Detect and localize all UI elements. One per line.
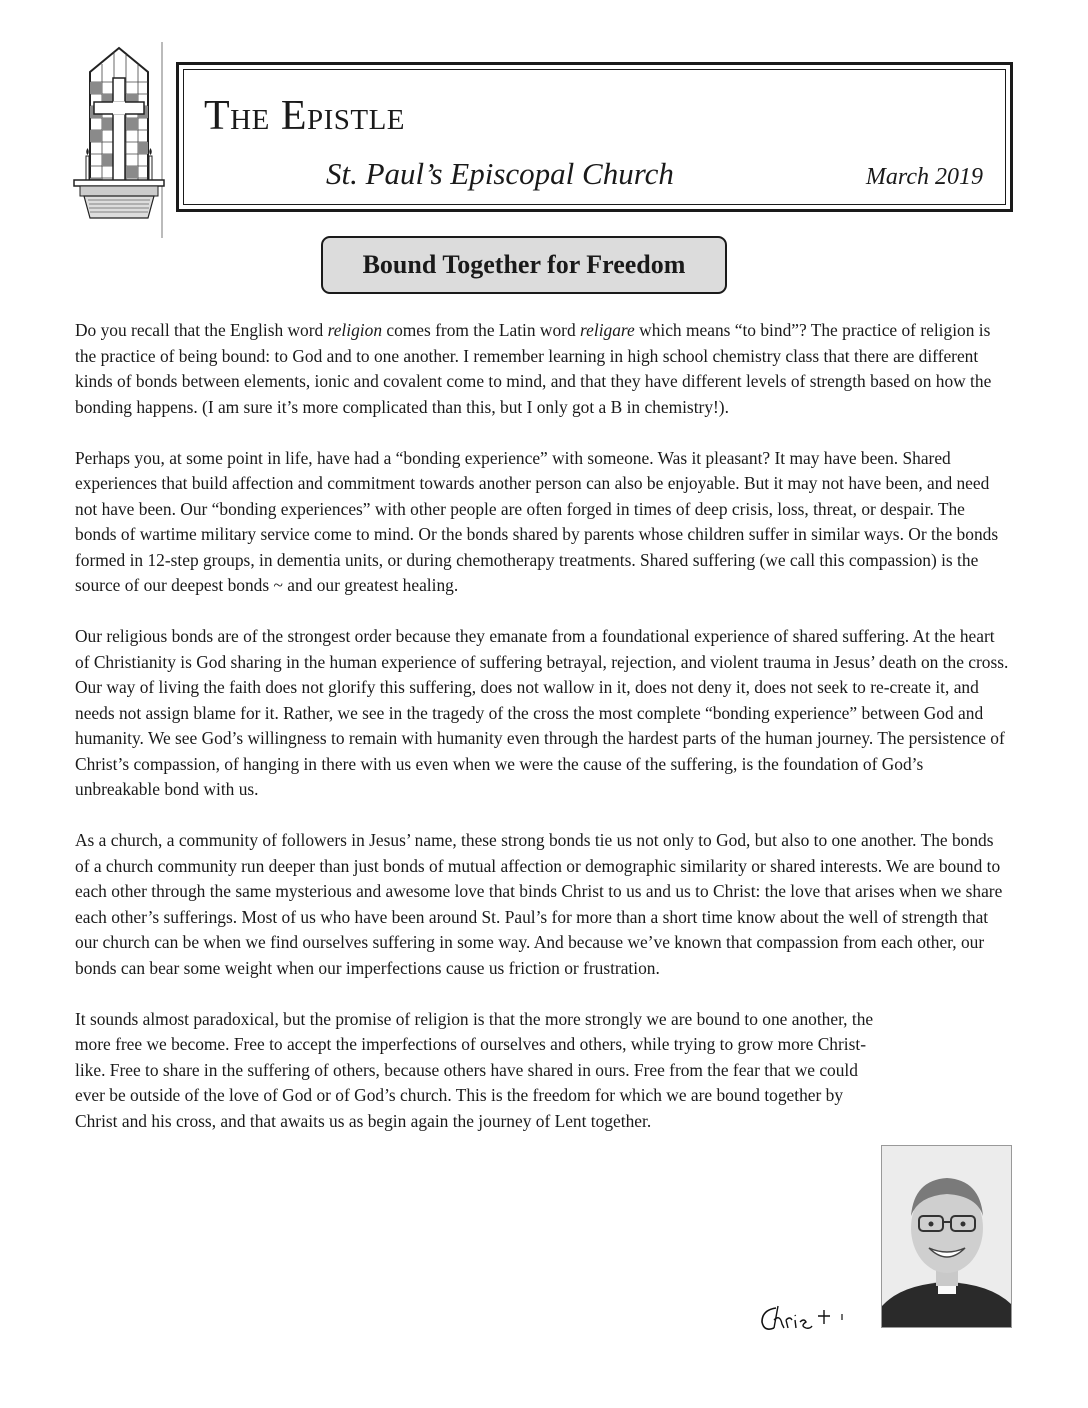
article-body: [75, 318, 1010, 1160]
p1-text-e: which means “to bind”? The practice of religion is the practice of being bound: to God and to one another. I remember learning in high school chemistry class that there are different kinds of bonds between elements, ionic and covalent come to mind, and that they have different levels of strength based on how the bonding happens. (I am sure it’s more complicated than this, but I only got a B in chemistry!).: [75, 320, 992, 417]
masthead: [176, 62, 1013, 212]
p1-text-c: comes from the Latin word: [382, 320, 581, 340]
article-paragraph-5: It sounds almost paradoxical, but the promise of religion is that the more strongly we are bound to one another, the more free we become. Free to accept the imperfections of ourselves and others, while trying to grow more Christ-like. Free to share in the suffering of others, because others have shared in ours. Free from the fear that we could ever be outside of the love of God or of God’s church. This is the freedom for which we are bound together by Christ and his cross, and that awaits us as begin again the journey of Lent together.: [75, 1008, 874, 1131]
newsletter-title: The Epistle: [204, 93, 406, 139]
issue-date: March 2019: [865, 164, 983, 190]
headline-box: [321, 236, 727, 294]
p1-term-religare: religare: [580, 320, 635, 340]
article-paragraph-3: Our religious bonds are of the strongest order because they emanate from a foundational experience of shared suffering. At the heart of Christianity is God sharing in the human experience of suffering betrayal, rejection, and violent trauma in Jesus’ death on the cross. Our way of living the faith does not glorify this suffering, does not wallow in it, does not deny it, does not seek to re-create it, and needs not assign blame for it. Rather, we see in the tragedy of the cross the most complete “bonding experience” between God and humanity. We see God’s willingness to remain with humanity even through the hardest parts of the human journey. The persistence of Christ’s compassion, of hanging in there with us even when we were the cause of the suffering, is the foundation of God’s unbreakable bond with us.: [75, 626, 1009, 799]
church-window-logo: [70, 42, 168, 238]
article-headline: Bound Together for Freedom: [362, 250, 686, 279]
pastor-signature: [758, 1298, 848, 1338]
author-photo: [881, 1145, 1012, 1328]
p1-text-a: Do you recall that the English word: [75, 320, 328, 340]
author-portrait-image: [882, 1146, 1012, 1328]
church-name: St. Paul’s Episcopal Church: [326, 156, 674, 191]
masthead-frame: [183, 69, 1006, 205]
article-paragraph-1: [75, 318, 1010, 420]
article-paragraph-4: As a church, a community of followers in Jesus’ name, these strong bonds tie us not only to God, but also to one another. The bonds of a church community run deeper than just bonds of mutual affection or demographic similarity or shared interests. We are bound to each other through the same mysterious and awesome love that binds Christ to us and us to Christ: the love that arises when we share each other’s sufferings. Most of us who have been around St. Paul’s for more than a short time know about the well of strength that our church can be when we find ourselves suffering in some way. And because we’ve known that compassion from each other, our bonds can bear some weight when our imperfections cause us friction or frustration.: [75, 830, 1003, 978]
article-paragraph-2: Perhaps you, at some point in life, have had a “bonding experience” with someone. Was it pleasant? It may have been. Shared experiences that build affection and commitment towards another person can also be enjoyable. But it may not have been, and need not have been. Our “bonding experiences” with other people are often forged in times of deep crisis, loss, threat, or despair. The bonds of wartime military service come to mind. Or the bonds shared by parents whose children suffer in similar ways. Or the bonds formed in 12-step groups, in dementia units, or during chemotherapy treatments. Shared suffering (we call this compassion) is the source of our deepest bonds ~ and our greatest healing.: [75, 447, 999, 595]
p1-term-religion: religion: [327, 320, 383, 340]
